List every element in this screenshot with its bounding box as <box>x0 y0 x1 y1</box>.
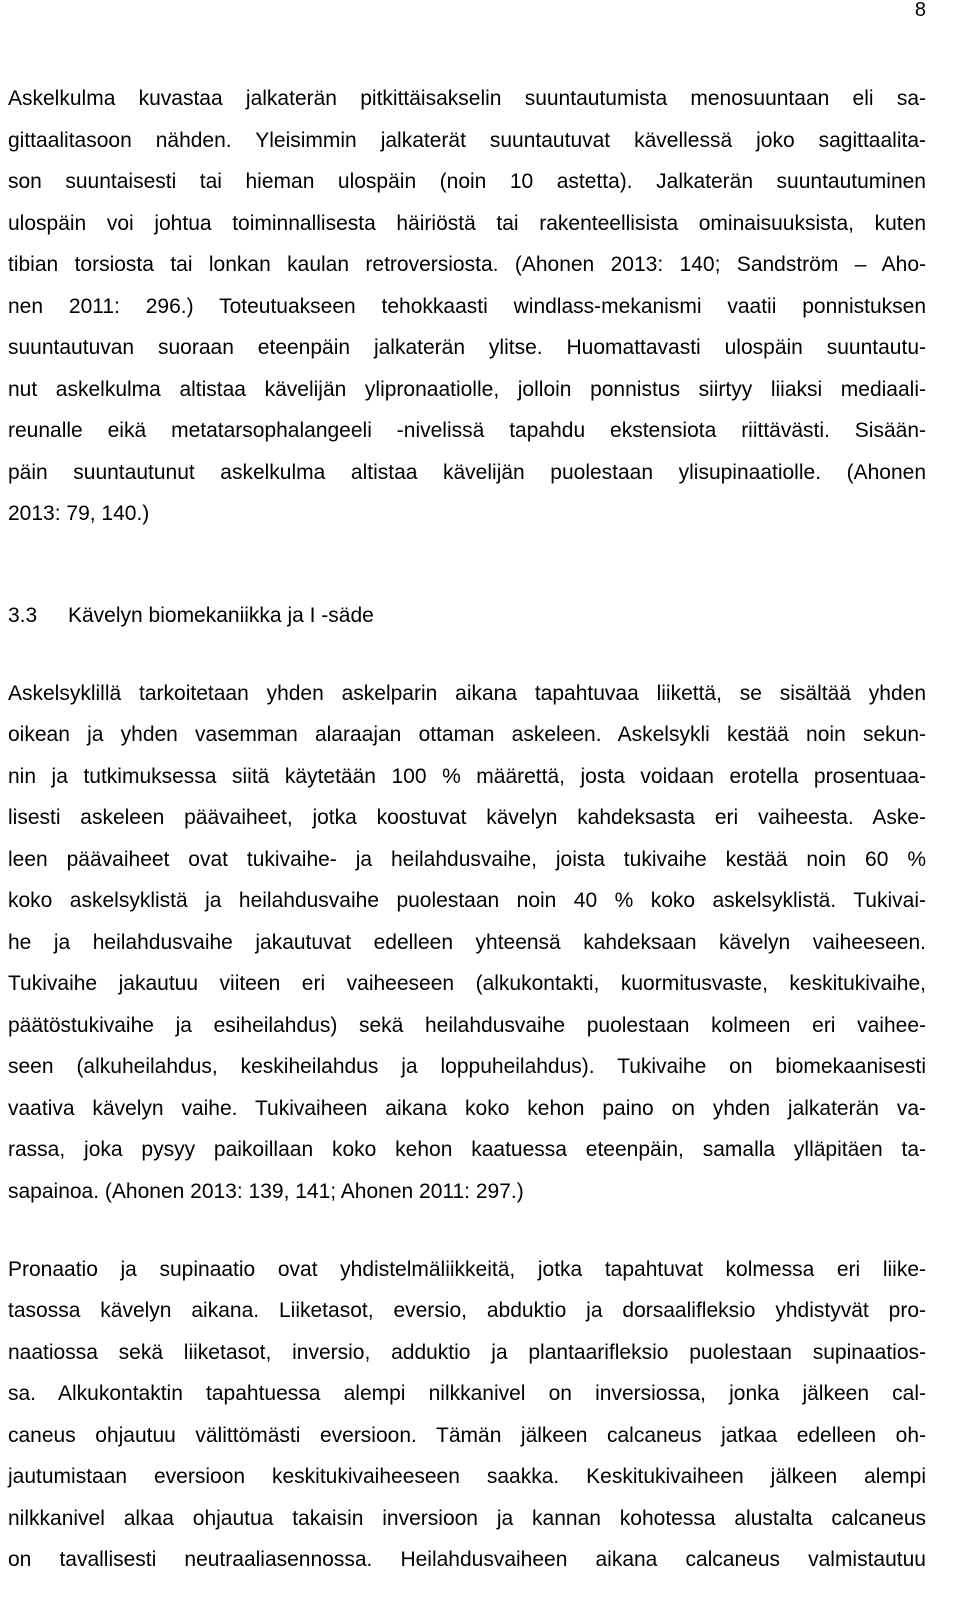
text-line: naatiossa sekä liiketasot, inversio, adduktio ja plantaarifleksio puolestaan supinaatios- <box>8 1341 926 1364</box>
text-line: lisesti askeleen päävaiheet, jotka koostuvat kävelyn kahdeksasta eri vaiheesta. Aske- <box>8 806 926 829</box>
section-title: Kävelyn biomekaniikka ja I -säde <box>68 604 374 627</box>
text-line: tibian torsiosta tai lonkan kaulan retroversiosta. (Ahonen 2013: 140; Sandström – Aho- <box>8 253 926 276</box>
text-line: 2013: 79, 140.) <box>8 502 150 525</box>
text-line: koko askelsyklistä ja heilahdusvaihe puolestaan noin 40 % koko askelsyklistä. Tukivai- <box>8 889 926 912</box>
text-line: suuntautuvan suoraan eteenpäin jalkaterän ylitse. Huomattavasti ulospäin suuntautu- <box>8 336 926 359</box>
text-line: vaativa kävelyn vaihe. Tukivaiheen aikana koko kehon paino on yhden jalkaterän va- <box>8 1097 926 1120</box>
text-line: leen päävaiheet ovat tukivaihe- ja heilahdusvaihe, joista tukivaihe kestää noin 60 % <box>8 848 926 871</box>
text-line: he ja heilahdusvaihe jakautuvat edelleen yhteensä kahdeksaan kävelyn vaiheeseen. <box>8 931 926 954</box>
text-line: son suuntaisesti tai hieman ulospäin (noin 10 astetta). Jalkaterän suuntautuminen <box>8 170 926 193</box>
text-line: jautumistaan eversioon keskitukivaiheeseen saakka. Keskitukivaiheen jälkeen alempi <box>8 1465 926 1488</box>
text-line: Askelsyklillä tarkoitetaan yhden askelparin aikana tapahtuvaa liikettä, se sisältää yhden <box>8 682 926 705</box>
text-line: nut askelkulma altistaa kävelijän ylipronaatiolle, jolloin ponnistus siirtyy liiaksi mediaali- <box>8 378 926 401</box>
text-line: päin suuntautunut askelkulma altistaa kävelijän puolestaan ylisupinaatiolle. (Ahonen <box>8 461 926 484</box>
text-line: Pronaatio ja supinaatio ovat yhdistelmäliikkeitä, jotka tapahtuvat kolmessa eri liike- <box>8 1258 926 1281</box>
text-line: päätöstukivaihe ja esiheilahdus) sekä heilahdusvaihe puolestaan kolmeen eri vaihee- <box>8 1014 926 1037</box>
text-line: on tavallisesti neutraaliasennossa. Heilahdusvaiheen aikana calcaneus valmistautuu <box>8 1548 926 1571</box>
text-line: Tukivaihe jakautuu viiteen eri vaiheeseen (alkukontakti, kuormitusvaste, keskitukivaihe, <box>8 972 926 995</box>
text-line: nilkkanivel alkaa ohjautua takaisin inversioon ja kannan kohotessa alustalta calcaneus <box>8 1507 926 1530</box>
text-line: rassa, joka pysyy paikoillaan koko kehon kaatuessa eteenpäin, samalla ylläpitäen ta- <box>8 1138 926 1161</box>
text-line: sa. Alkukontaktin tapahtuessa alempi nilkkanivel on inversiossa, jonka jälkeen cal- <box>8 1382 926 1405</box>
text-line: reunalle eikä metatarsophalangeeli -nivelissä tapahdu ekstensiota riittävästi. Sisään- <box>8 419 926 442</box>
section-number: 3.3 <box>8 604 38 627</box>
text-line: nen 2011: 296.) Toteutuakseen tehokkaasti windlass-mekanismi vaatii ponnistuksen <box>8 295 926 318</box>
text-line: seen (alkuheilahdus, keskiheilahdus ja loppuheilahdus). Tukivaihe on biomekaanisesti <box>8 1055 926 1078</box>
text-line: ulospäin voi johtua toiminnallisesta häiriöstä tai rakenteellisista ominaisuuksista, kuten <box>8 212 926 235</box>
section-heading <box>8 601 926 631</box>
text-line: sapainoa. (Ahonen 2013: 139, 141; Ahonen 2011: 297.) <box>8 1180 524 1203</box>
text-line: gittaalitasoon nähden. Yleisimmin jalkaterät suuntautuvat kävellessä joko sagittaalita- <box>8 129 926 152</box>
page-number: 8 <box>914 0 926 21</box>
text-line: Askelkulma kuvastaa jalkaterän pitkittäisakselin suuntautumista menosuuntaan eli sa- <box>8 87 926 110</box>
text-line: nin ja tutkimuksessa siitä käytetään 100 % määrettä, josta voidaan erotella prosentuaa- <box>8 765 926 788</box>
text-line: tasossa kävelyn aikana. Liiketasot, eversio, abduktio ja dorsaalifleksio yhdistyvät pro- <box>8 1299 926 1322</box>
text-line: oikean ja yhden vasemman alaraajan ottaman askeleen. Askelsykli kestää noin sekun- <box>8 723 926 746</box>
text-line: caneus ohjautuu välittömästi eversioon. Tämän jälkeen calcaneus jatkaa edelleen oh- <box>8 1424 926 1447</box>
